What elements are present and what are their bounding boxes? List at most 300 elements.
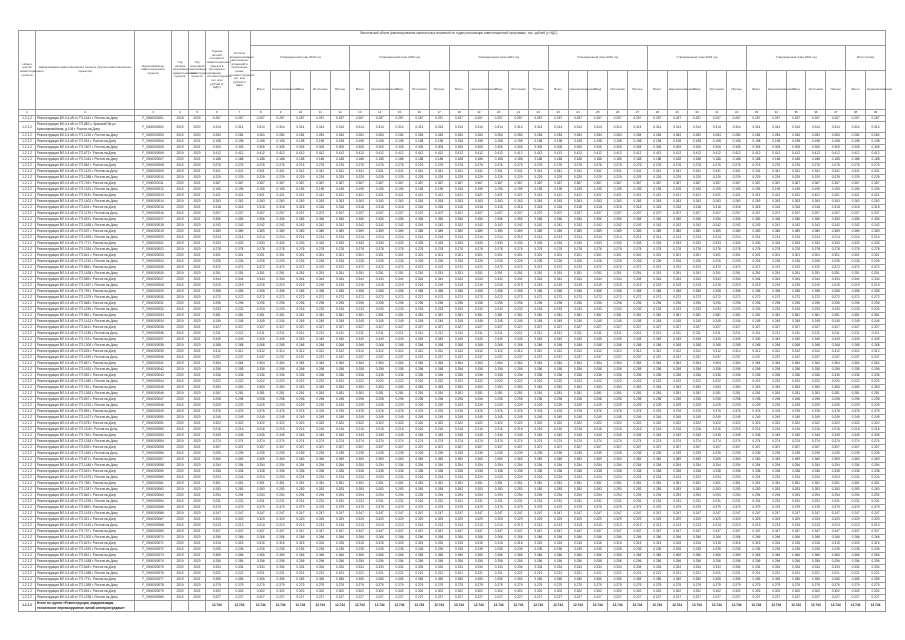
row-year-start: 2019 [171,529,188,535]
row-value: 0.198 [846,139,866,145]
row-code: 1.2.1.2 [19,439,36,445]
row-value: 0.195 [826,187,846,193]
row-value: 0.233 [370,307,390,313]
row-value: 0.213 [310,523,330,529]
row-value: 0.358 [390,289,410,295]
row-value: 0.214 [747,235,767,241]
row-value: 0.258 [846,367,866,373]
row-value: 0.239 [310,451,330,457]
row-value: 0.294 [786,493,806,499]
row-value: 0.356 [865,217,885,223]
row-value: 0.367 [370,181,390,187]
row-value: 0.229 [528,403,548,409]
row-value: 0.222 [628,379,648,385]
row-value: 0.367 [469,181,489,187]
row-name: Реконструкция ВЛ-0,4 кВ от ТП-1419 г. Ростов-на-Дону [36,511,135,517]
row-year-end: 2021 [188,553,205,559]
row-value: 0.318 [707,205,727,211]
row-year-start: 2019 [171,463,188,469]
row-value: 0.358 [429,289,449,295]
row-value: 0.301 [747,253,767,259]
row-value: 0.345 [489,433,509,439]
row-value: 0.283 [310,487,330,493]
row-value: 0.305 [251,145,271,151]
row-value: 0.211 [290,331,310,337]
row-value: 0.237 [251,355,271,361]
row-value: 0.213 [330,523,350,529]
row-value: 0.358 [727,289,747,295]
row-value: 0.312 [290,349,310,355]
row-value: 0.298 [687,397,707,403]
row-value: 0.366 [370,553,390,559]
row-value: 0.307 [330,445,350,451]
row-cost-rest: 0.318 [228,205,251,211]
row-value: 0.256 [647,559,667,565]
row-value: 0.237 [548,355,568,361]
row-value: 0.351 [747,481,767,487]
row-value: 0.301 [667,253,687,259]
row-value: 0.356 [766,217,786,223]
row-id: F_0000000018 [135,223,172,229]
row-value: 0.381 [370,313,390,319]
row-value: 0.198 [509,139,529,145]
row-cost-rest: 0.272 [228,295,251,301]
row-value: 0.231 [370,499,390,505]
row-value: 0.233 [846,307,866,313]
row-value: 0.329 [469,517,489,523]
row-value: 0.347 [548,529,568,535]
row-value: 0.284 [509,133,529,139]
row-value: 0.315 [826,541,846,547]
row-cost-rest: 0.278 [228,247,251,253]
row-id: F_0000000040 [135,355,172,361]
row-value: 0.268 [370,343,390,349]
row-value: 0.307 [310,445,330,451]
row-value: 0.216 [271,427,291,433]
row-value: 0.239 [727,451,747,457]
row-value: 0.298 [290,397,310,403]
row-value: 0.229 [846,403,866,409]
row-value: 0.296 [865,301,885,307]
row-value: 0.221 [350,571,370,577]
row-value: 0.214 [588,235,608,241]
row-cost-rest: 0.256 [228,559,251,565]
row-value: 0.334 [528,565,548,571]
row-id: F_0000000012 [135,187,172,193]
row-value: 0.284 [330,133,350,139]
row-value: 0.257 [568,116,588,122]
row-value: 0.266 [271,535,291,541]
row-value: 0.322 [330,421,350,427]
row-cost-total: 0.231 [205,499,228,505]
row-value: 0.367 [707,181,727,187]
row-year-end: 2021 [188,493,205,499]
row-cost-rest: 0.254 [228,463,251,469]
row-value: 0.389 [568,229,588,235]
row-value: 0.421 [390,193,410,199]
row-value: 0.379 [588,505,608,511]
row-value: 0.336 [766,373,786,379]
row-value: 0.229 [290,403,310,409]
row-value: 0.305 [865,145,885,151]
row-value: 0.266 [806,535,826,541]
row-value: 0.229 [449,403,469,409]
row-value: 0.305 [469,145,489,151]
row-value: 0.412 [766,151,786,157]
row-year-end: 2021 [188,253,205,259]
row-value: 0.239 [568,451,588,457]
row-id: F_0000000005 [135,145,172,151]
row-id: F_0000000046 [135,391,172,397]
row-value: 0.318 [290,205,310,211]
row-name: Реконструкция ВЛ-0,4 кВ от ТП-1067 г. Ростов-на-Дону [36,283,135,289]
row-cost-rest: 0.336 [228,373,251,379]
row-value: 0.195 [747,187,767,193]
row-value: 0.254 [251,463,271,469]
row-value: 0.369 [271,457,291,463]
row-value: 0.229 [251,403,271,409]
row-value: 0.353 [370,385,390,391]
row-value: 0.421 [588,193,608,199]
row-value: 0.353 [846,385,866,391]
row-value: 0.334 [509,565,529,571]
row-value: 0.353 [390,385,410,391]
row-value: 0.296 [727,301,747,307]
row-value: 0.188 [489,157,509,163]
column-number: 29 [667,110,687,116]
row-value: 0.229 [469,175,489,181]
row-value: 0.315 [509,541,529,547]
row-value: 0.301 [390,253,410,259]
row-value: 0.312 [469,349,489,355]
row-value: 0.198 [628,139,648,145]
row-value: 0.314 [509,122,529,133]
row-value: 0.314 [469,122,489,133]
row-value: 0.198 [588,139,608,145]
row-value: 0.283 [271,487,291,493]
row-value: 0.355 [449,577,469,583]
row-year-start: 2019 [171,547,188,553]
row-value: 0.376 [846,409,866,415]
row-value: 0.344 [310,277,330,283]
row-cost-total: 0.281 [205,391,228,397]
row-value: 0.226 [489,259,509,265]
row-value: 0.188 [647,157,667,163]
row-cost-total: 0.219 [205,283,228,289]
row-value: 0.294 [647,493,667,499]
row-value: 0.229 [271,175,291,181]
row-value: 0.251 [548,271,568,277]
row-cost-rest: 0.412 [228,151,251,157]
row-code: 1.2.1.2 [19,289,36,295]
row-id: F_0000000049 [135,409,172,415]
row-value: 0.249 [310,415,330,421]
row-value: 0.257 [747,116,767,122]
row-value: 0.369 [747,457,767,463]
row-value: 0.355 [806,577,826,583]
row-value: 0.338 [528,469,548,475]
row-value: 0.314 [727,122,747,133]
column-number: 39 [865,110,885,116]
row-value: 0.239 [766,451,786,457]
row-value: 0.211 [687,331,707,337]
row-value: 0.379 [766,505,786,511]
row-value: 0.376 [727,409,747,415]
row-value: 0.251 [409,271,429,277]
row-value: 0.356 [786,217,806,223]
row-value: 0.213 [548,523,568,529]
row-value: 0.412 [330,151,350,157]
row-value: 0.227 [826,595,846,601]
row-value: 0.341 [370,169,390,175]
row-value: 0.341 [747,169,767,175]
row-value: 0.369 [350,457,370,463]
row-name: Реконструкция ВЛ-0,4 кВ от ТП-1238 г. Ростов-на-Дону [36,595,135,601]
row-value: 0.421 [271,193,291,199]
row-value: 0.231 [806,499,826,505]
row-value: 0.364 [747,361,767,367]
row-value: 0.301 [766,253,786,259]
row-value: 0.315 [548,541,568,547]
row-value: 0.353 [509,385,529,391]
row-year-start: 2020 [171,349,188,355]
header-sub: Всего [449,71,469,110]
row-value: 0.358 [608,289,628,295]
row-value: 0.341 [628,169,648,175]
row-value: 0.329 [429,517,449,523]
row-value: 0.226 [588,259,608,265]
row-value: 0.364 [846,361,866,367]
row-value: 0.278 [390,247,410,253]
row-value: 0.276 [409,163,429,169]
row-cost-rest: 0.245 [228,319,251,325]
row-value: 0.312 [390,349,410,355]
row-cost-total: 0.379 [205,505,228,511]
row-year-start: 2019 [171,367,188,373]
row-value: 0.302 [310,589,330,595]
row-value: 0.347 [489,529,509,535]
row-value: 0.229 [826,403,846,409]
row-name: Реконструкция ВЛ-0,4 кВ от ТП-1138 г. Ростов-на-Дону [36,331,135,337]
row-value: 0.219 [806,283,826,289]
row-value: 0.367 [350,181,370,187]
row-value: 0.349 [568,337,588,343]
row-value: 0.372 [608,265,628,271]
row-value: 0.272 [449,295,469,301]
row-value: 0.376 [509,409,529,415]
row-id: F_0000000016 [135,211,172,217]
row-value: 0.231 [469,499,489,505]
row-value: 0.213 [350,523,370,529]
row-value: 0.268 [608,343,628,349]
header-sub: Нереализованное [271,71,291,110]
row-value: 0.214 [409,235,429,241]
row-value: 0.195 [251,187,271,193]
row-value: 0.279 [846,583,866,589]
row-value: 0.227 [251,595,271,601]
row-value: 0.281 [310,391,330,397]
row-value: 0.256 [390,559,410,565]
row-cost-total: 0.381 [205,313,228,319]
row-value: 0.329 [608,517,628,523]
row-value: 0.327 [271,325,291,331]
row-value: 0.249 [429,415,449,421]
row-value: 0.281 [469,391,489,397]
row-value: 0.376 [449,409,469,415]
row-value: 0.312 [330,349,350,355]
row-year-start: 2019 [171,433,188,439]
row-value: 0.381 [350,313,370,319]
row-year-start: 2020 [171,325,188,331]
row-value: 0.254 [826,463,846,469]
row-value: 0.344 [290,277,310,283]
row-value: 0.226 [271,259,291,265]
row-value: 0.329 [489,517,509,523]
row-value: 0.214 [647,235,667,241]
row-value: 0.242 [509,223,529,229]
row-cost-rest: 0.351 [228,481,251,487]
row-value: 0.284 [290,133,310,139]
row-value: 0.222 [588,379,608,385]
column-number: 11 [310,110,330,116]
row-name: Реконструкция ВЛ-0,4 кВ от ТП-589 г. Ростов-на-Дону [36,277,135,283]
row-year-start: 2020 [171,157,188,163]
row-year-end: 2020 [188,439,205,445]
row-value: 0.214 [390,235,410,241]
row-value: 0.257 [449,116,469,122]
row-value: 0.381 [747,313,767,319]
row-value: 0.301 [628,253,648,259]
row-value: 0.224 [330,475,350,481]
row-value: 0.237 [409,355,429,361]
row-cost-total: 0.345 [205,433,228,439]
row-value: 0.266 [548,535,568,541]
row-year-start: 2020 [171,517,188,523]
row-value: 0.312 [489,349,509,355]
row-value: 0.245 [310,319,330,325]
row-value: 0.278 [608,247,628,253]
row-value: 0.379 [548,505,568,511]
row-value: 0.216 [251,427,271,433]
row-value: 0.251 [310,271,330,277]
row-value: 0.239 [429,451,449,457]
row-value: 0.367 [409,181,429,187]
row-value: 0.345 [370,433,390,439]
row-value: 0.198 [806,139,826,145]
row-code: 1.2.1.2 [19,175,36,181]
row-value: 12.744 [588,601,608,612]
row-value: 0.322 [588,421,608,427]
column-number: 32 [727,110,747,116]
row-value: 0.301 [310,253,330,259]
row-value: 0.367 [588,181,608,187]
row-value: 0.231 [865,499,885,505]
row-value: 0.329 [687,517,707,523]
row-value: 0.389 [509,229,529,235]
row-value: 0.229 [290,175,310,181]
row-value: 0.369 [588,457,608,463]
row-value: 0.301 [786,253,806,259]
row-value: 0.322 [310,421,330,427]
row-value: 0.284 [628,133,648,139]
row-value: 0.245 [290,319,310,325]
row-value: 0.369 [707,457,727,463]
row-year-start: 2019 [171,595,188,601]
header-sub: Источники [409,71,429,110]
row-value: 0.221 [766,571,786,577]
row-value: 0.302 [568,589,588,595]
row-value: 0.329 [548,517,568,523]
row-value: 0.412 [806,151,826,157]
row-value: 0.302 [290,589,310,595]
row-value: 0.222 [727,379,747,385]
row-value: 0.376 [568,409,588,415]
row-value: 0.307 [865,445,885,451]
row-value: 0.258 [568,367,588,373]
row-value: 0.272 [707,295,727,301]
row-value: 0.242 [667,223,687,229]
row-year-end: 2021 [188,529,205,535]
row-value: 0.235 [707,547,727,553]
row-value: 0.305 [846,145,866,151]
row-value: 0.239 [647,451,667,457]
row-value: 0.211 [350,331,370,337]
row-value: 0.341 [409,169,429,175]
row-value: 0.207 [727,211,747,217]
row-value: 0.283 [806,487,826,493]
row-value: 0.239 [806,451,826,457]
row-value: 0.312 [687,349,707,355]
row-value: 0.242 [826,223,846,229]
row-value: 0.345 [548,433,568,439]
row-value: 0.367 [251,181,271,187]
row-value: 0.219 [509,283,529,289]
row-value: 0.356 [310,217,330,223]
row-value: 0.366 [528,553,548,559]
row-value: 12.744 [687,601,707,612]
row-value: 0.188 [588,157,608,163]
row-value: 0.296 [806,301,826,307]
row-value: 0.213 [449,523,469,529]
row-value: 0.245 [846,319,866,325]
row-code: 1.2.1.2 [19,151,36,157]
row-value: 0.195 [846,187,866,193]
row-value: 0.338 [687,469,707,475]
row-value: 0.421 [687,193,707,199]
row-value: 0.334 [647,565,667,571]
row-value: 0.266 [390,535,410,541]
column-number: 3 [135,110,172,116]
row-value: 0.376 [826,409,846,415]
row-value: 0.338 [846,469,866,475]
row-value: 0.195 [350,187,370,193]
row-value: 0.355 [429,577,449,583]
row-value: 0.231 [628,499,648,505]
row-value: 0.356 [251,217,271,223]
row-year-start: 2019 [171,235,188,241]
row-value: 0.329 [846,517,866,523]
row-value: 0.254 [647,463,667,469]
row-value: 0.254 [429,463,449,469]
row-value: 0.219 [290,283,310,289]
row-value: 0.314 [588,122,608,133]
row-value: 0.364 [588,361,608,367]
row-code: 1.2.1.2 [19,517,36,523]
row-name: Реконструкция ВЛ-0,4 кВ от ТП-1402 г. Ростов-на-Дону [36,199,135,205]
row-value: 0.314 [647,122,667,133]
row-value: 0.351 [707,481,727,487]
row-value: 0.216 [310,427,330,433]
